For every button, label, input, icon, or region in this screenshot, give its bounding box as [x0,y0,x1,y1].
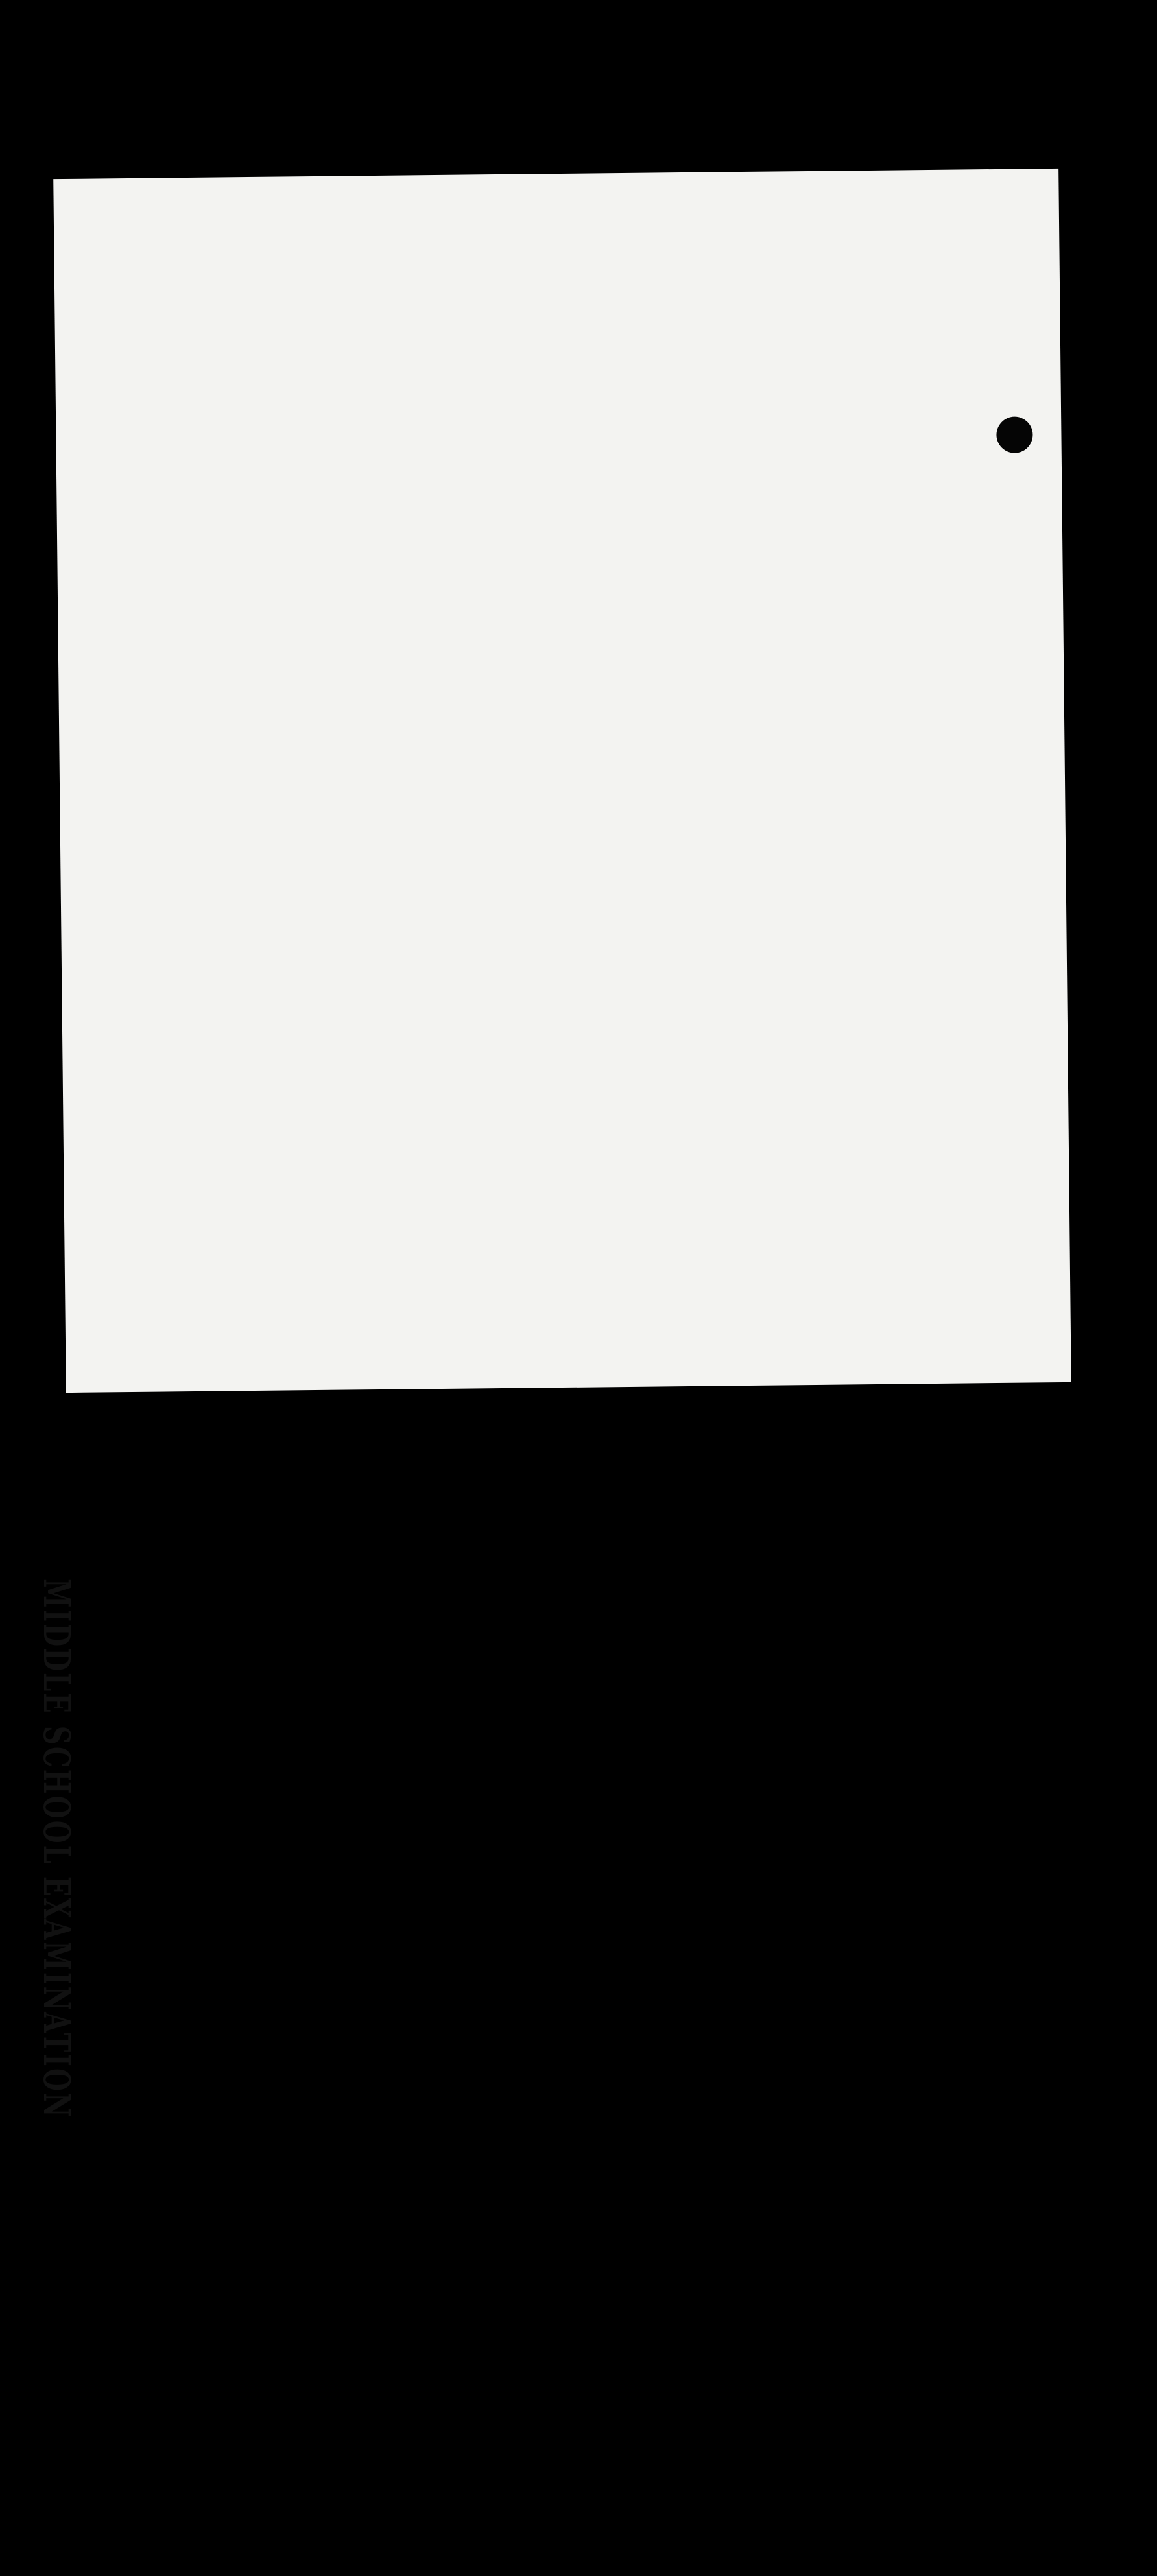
certificate-title: MIDDLE SCHOOL EXAMINATION [35,1579,78,2119]
certificate-content [0,1339,110,2532]
punch-hole [996,416,1033,453]
certificate-paper [53,169,1071,1393]
